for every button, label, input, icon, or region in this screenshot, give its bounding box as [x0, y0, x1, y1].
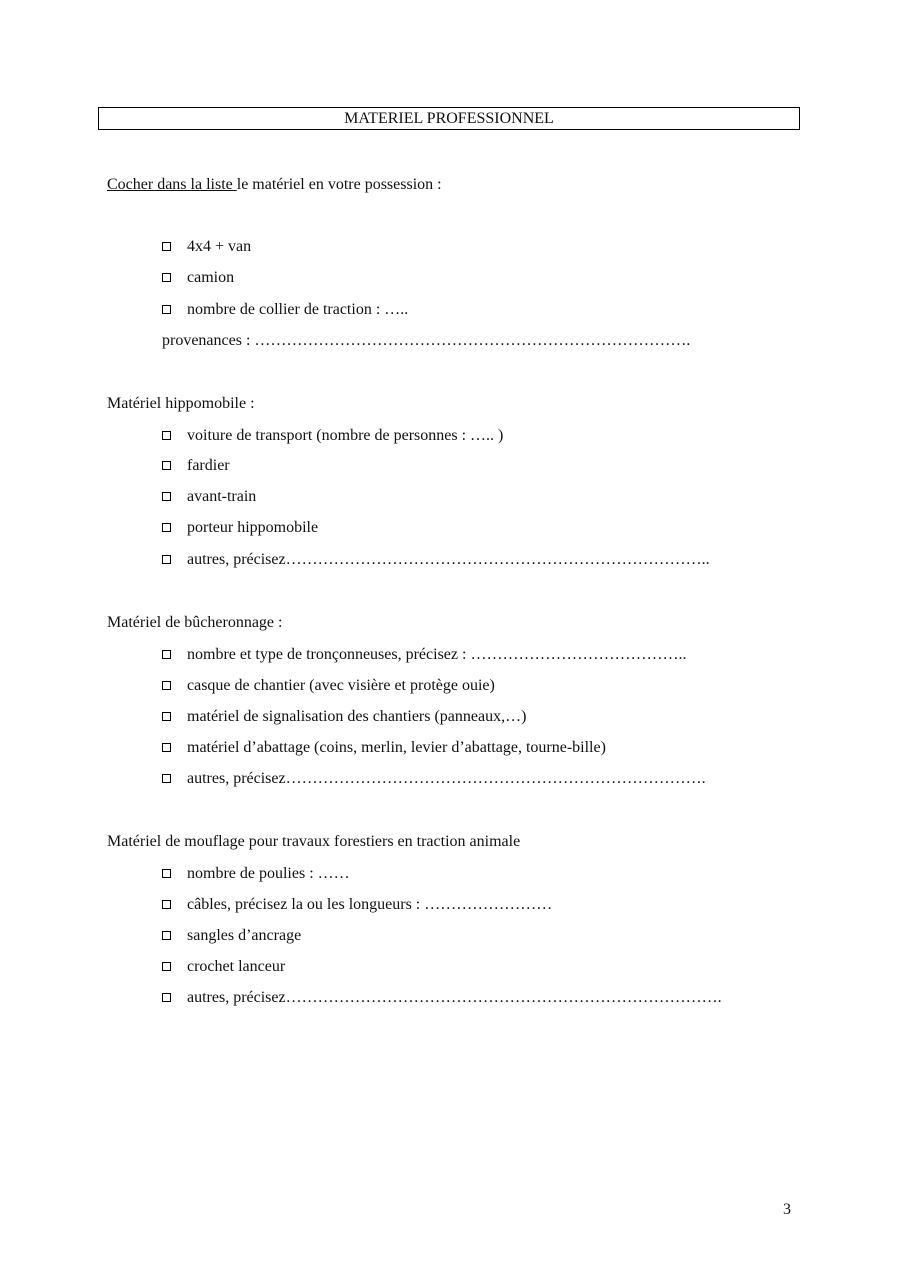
checkbox[interactable] [162, 273, 171, 282]
section-title: MATERIEL PROFESSIONNEL [98, 107, 800, 130]
heading-mouflage: Matériel de mouflage pour travaux forestiers en traction animale [107, 833, 521, 850]
checklist-item [162, 957, 285, 977]
page-number: 3 [783, 1201, 791, 1218]
item-label: câbles, précisez la ou les longueurs : …………………… [187, 896, 553, 913]
item-label: casque de chantier (avec visière et protège ouie) [187, 677, 495, 694]
checkbox[interactable] [162, 681, 171, 690]
item-label: voiture de transport (nombre de personnes : ….. ) [187, 427, 504, 444]
item-label: sangles d’ancrage [187, 927, 302, 944]
checklist-item [162, 988, 722, 1008]
checkbox[interactable] [162, 242, 171, 251]
instruction-rest: le matériel en votre possession : [236, 176, 442, 193]
item-label: fardier [187, 457, 230, 474]
checkbox[interactable] [162, 555, 171, 564]
instruction-underlined: Cocher dans la liste [107, 176, 237, 193]
item-label: camion [187, 269, 235, 286]
checklist-item [162, 268, 234, 288]
item-label: autres, précisez……………………………………………………………………. [187, 770, 706, 787]
item-label: matériel de signalisation des chantiers (panneaux,…) [187, 708, 527, 725]
checklist-item [162, 864, 350, 884]
checklist-item [162, 769, 706, 789]
checklist-item [162, 456, 230, 476]
checklist-item [162, 707, 526, 727]
checkbox[interactable] [162, 931, 171, 940]
checklist-item [162, 676, 495, 696]
checkbox[interactable] [162, 743, 171, 752]
checklist-item [162, 738, 606, 758]
item-label: matériel d’abattage (coins, merlin, levier d’abattage, tourne-bille) [187, 739, 606, 756]
checklist-item [162, 645, 686, 665]
heading-bucheronnage: Matériel de bûcheronnage : [107, 614, 283, 631]
checklist-item [162, 518, 318, 538]
checkbox[interactable] [162, 461, 171, 470]
checklist-item [162, 237, 251, 257]
item-label: autres, précisez…………………………………………………………………….. [187, 551, 710, 568]
item-label: crochet lanceur [187, 958, 286, 975]
checkbox[interactable] [162, 305, 171, 314]
checkbox[interactable] [162, 712, 171, 721]
checklist-item [162, 895, 552, 915]
checkbox[interactable] [162, 492, 171, 501]
item-label: nombre de collier de traction : ….. [187, 301, 409, 318]
checkbox[interactable] [162, 962, 171, 971]
provenances-line: provenances : ………………………………………………………………………. [162, 332, 691, 349]
checkbox[interactable] [162, 523, 171, 532]
item-label: nombre et type de tronçonneuses, précisez : ………………………………….. [187, 646, 687, 663]
checklist-item [162, 487, 256, 507]
checkbox[interactable] [162, 650, 171, 659]
item-label: 4x4 + van [187, 238, 252, 255]
instruction-text [107, 175, 442, 195]
checkbox[interactable] [162, 993, 171, 1002]
checkbox[interactable] [162, 431, 171, 440]
checkbox[interactable] [162, 900, 171, 909]
heading-hippomobile: Matériel hippomobile : [107, 395, 255, 412]
item-label: avant-train [187, 488, 257, 505]
checkbox[interactable] [162, 869, 171, 878]
checklist-item [162, 550, 710, 570]
item-label: autres, précisez………………………………………………………………………. [187, 989, 722, 1006]
checklist-item [162, 426, 503, 446]
checklist-item [162, 926, 301, 946]
checklist-item [162, 300, 408, 320]
item-label: nombre de poulies : …… [187, 865, 350, 882]
item-label: porteur hippomobile [187, 519, 319, 536]
checkbox[interactable] [162, 774, 171, 783]
